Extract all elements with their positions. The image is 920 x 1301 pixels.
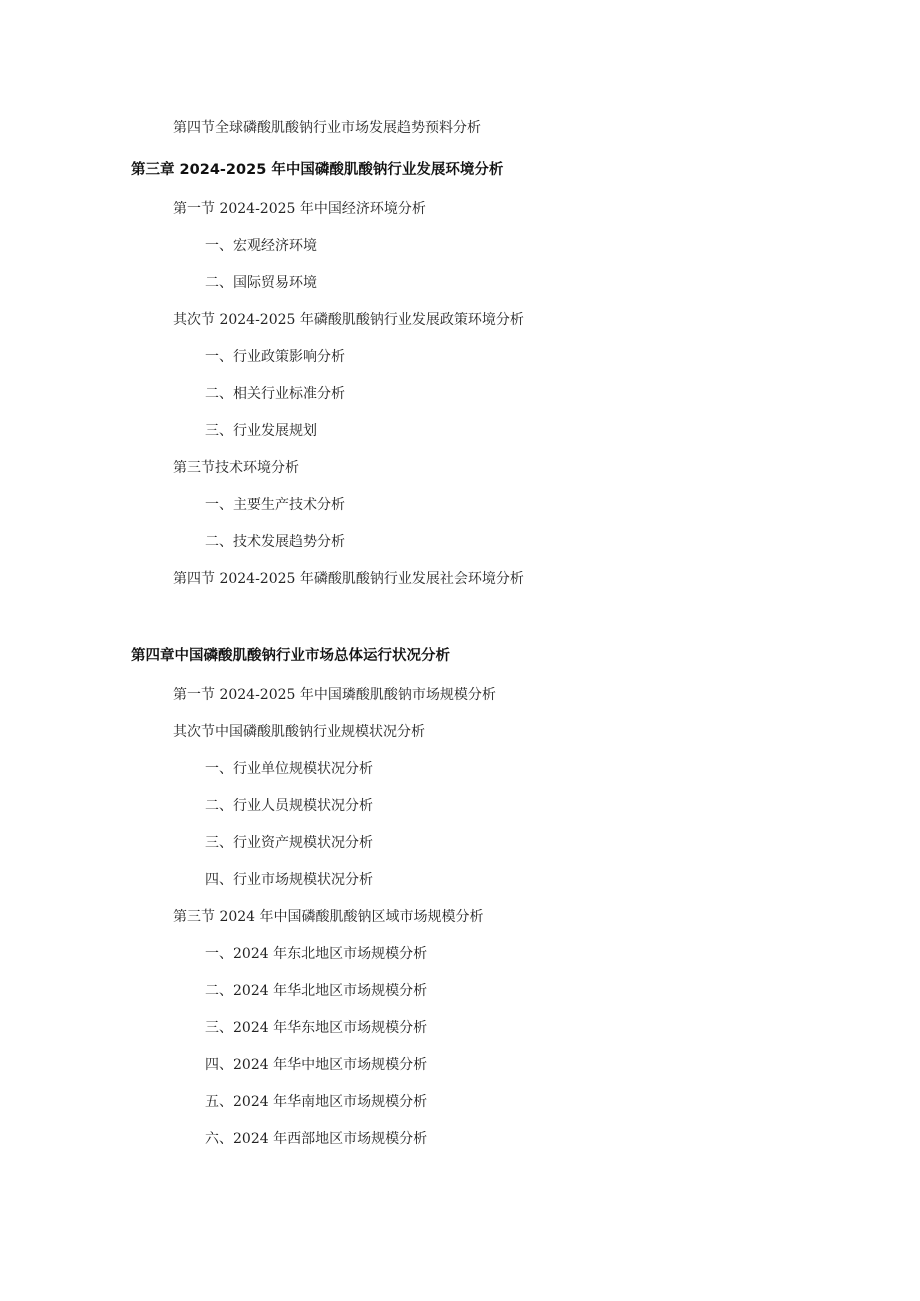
toc-item-entry: 一、2024 年东北地区市场规模分析 [205,946,428,962]
toc-section-entry: 第三节技术环境分析 [173,460,299,476]
toc-section-entry: 第四节全球磷酸肌酸钠行业市场发展趋势预料分析 [173,120,481,136]
toc-chapter-heading: 第三章 2024-2025 年中国磷酸肌酸钠行业发展环境分析 [131,162,504,178]
toc-item-entry: 二、技术发展趋势分析 [205,534,345,550]
toc-item-entry: 三、2024 年华东地区市场规模分析 [205,1020,428,1036]
toc-item-entry: 一、主要生产技术分析 [205,497,345,513]
toc-item-entry: 一、行业政策影响分析 [205,349,345,365]
toc-item-entry: 一、宏观经济环境 [205,238,317,254]
toc-item-entry: 二、2024 年华北地区市场规模分析 [205,983,428,999]
toc-chapter-heading: 第四章中国磷酸肌酸钠行业市场总体运行状况分析 [131,648,450,664]
toc-item-entry: 五、2024 年华南地区市场规模分析 [205,1094,428,1110]
toc-item-entry: 二、相关行业标准分析 [205,386,345,402]
toc-section-entry: 第三节 2024 年中国磷酸肌酸钠区域市场规模分析 [173,909,484,925]
toc-section-entry: 其次节中国磷酸肌酸钠行业规模状况分析 [173,724,425,740]
toc-item-entry: 六、2024 年西部地区市场规模分析 [205,1131,428,1147]
toc-item-entry: 二、国际贸易环境 [205,275,317,291]
toc-section-entry: 第一节 2024-2025 年中国璘酸肌酸钠市场规模分析 [173,687,496,703]
toc-item-entry: 一、行业单位规模状况分析 [205,761,373,777]
toc-item-entry: 四、行业市场规模状况分析 [205,872,373,888]
toc-section-entry: 其次节 2024-2025 年磷酸肌酸钠行业发展政策环境分析 [173,312,524,328]
toc-item-entry: 四、2024 年华中地区市场规模分析 [205,1057,428,1073]
toc-item-entry: 三、行业资产规模状况分析 [205,835,373,851]
toc-section-entry: 第一节 2024-2025 年中国经济环境分析 [173,201,426,217]
toc-item-entry: 三、行业发展规划 [205,423,317,439]
toc-item-entry: 二、行业人员规模状况分析 [205,798,373,814]
toc-section-entry: 第四节 2024-2025 年磷酸肌酸钠行业发展社会环境分析 [173,571,524,587]
